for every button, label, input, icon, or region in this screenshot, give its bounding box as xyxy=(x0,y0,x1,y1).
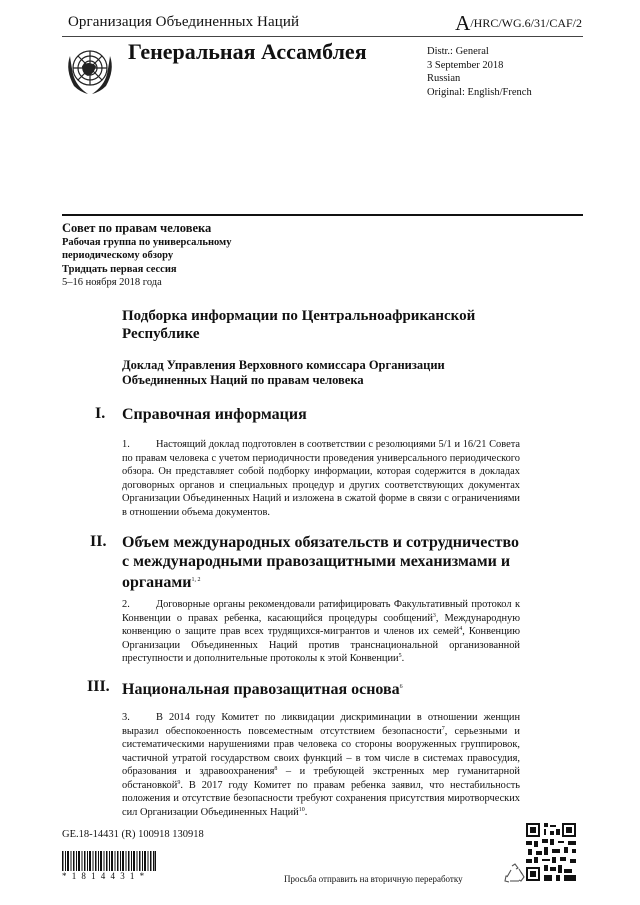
paragraph-text: Настоящий доклад подготовлен в соответствии с резолюциями 5/1 и 16/21 Совета по правам человека с учетом периодичности проведения универсального периодического обзора. Он представляет собой подборку информации, которая содержится в докладах договорных органов и специальных процедур и других соответствующих документах Организации Объединенных Наций и изложена в сжатой форме в связи с ограничениями в отношении объема документов. xyxy=(122,439,520,518)
header-rule xyxy=(62,36,583,37)
distribution-block xyxy=(427,45,532,99)
paragraph-text: . xyxy=(401,653,405,664)
session-dates: 5–16 ноября 2018 года xyxy=(62,277,162,288)
paragraph-text: . В 2017 году Комитет по правам ребенка заявил, что нестабильность положения и отсутствие безопасности требуют сохранения присутствия миротворческих сил Организации Объединенных Наций xyxy=(122,779,520,818)
section-number: III. xyxy=(87,678,110,695)
council-name: Совет по правам человека xyxy=(62,221,212,235)
section-title: Справочная информация xyxy=(122,406,307,423)
general-assembly-title: Генеральная Ассамблея xyxy=(128,39,367,64)
paragraph-text: , серьезными и систематическими нарушениями прав человека со стороны вооруженных группировок, частичной утратой государством своих функций – в том числе в системах правосудия, образования и здравоохранения xyxy=(122,725,520,777)
paragraph-text: , Конвенцию Организации Объединенных Наций против транснациональной организованной преступности и дополнительные протоколы к этой Конвенции xyxy=(122,626,520,664)
recycle-text: Просьба отправить на вторичную переработку xyxy=(284,874,463,884)
working-group-line1: Рабочая группа по универсальному xyxy=(62,236,232,248)
paragraph-number: 2. xyxy=(122,599,130,610)
section-number: I. xyxy=(95,405,106,422)
job-number: GE.18-14431 (R) 100918 130918 xyxy=(62,829,204,840)
paragraph-text: В 2014 году Комитет по ликвидации дискриминации в отношении женщин выразил обеспокоенность повсеместным отсутствием безопасности xyxy=(122,712,520,737)
un-emblem-icon xyxy=(62,42,118,98)
section-number: II. xyxy=(90,533,107,550)
footnote-ref: 5 xyxy=(398,653,402,659)
council-block xyxy=(62,222,231,290)
barcode-number: *1814431* xyxy=(62,871,150,881)
recycle-icon xyxy=(503,862,527,886)
symbol-suffix: /HRC/WG.6/31/CAF/2 xyxy=(470,16,582,30)
symbol-prefix: A xyxy=(455,11,471,35)
section-title xyxy=(122,533,522,592)
section-title xyxy=(122,678,522,699)
paragraph-text: . xyxy=(304,806,308,818)
footnote-ref: 9 xyxy=(177,779,181,786)
footnote-ref: 4 xyxy=(459,626,463,632)
paragraph-1 xyxy=(122,438,520,519)
paragraph-text: – и требующей экстренных мер гуманитарной обстановкой xyxy=(122,766,520,791)
document-title: Подборка информации по Центральноафриканской Республике xyxy=(122,308,476,342)
footnote-ref: 8 xyxy=(274,766,278,772)
organization-name: Организация Объединенных Наций xyxy=(68,14,300,30)
paragraph-text: , Международную конвенцию о защите прав всех трудящихся-мигрантов и членов их семей xyxy=(122,612,520,637)
barcode-icon xyxy=(62,851,156,871)
council-rule xyxy=(62,214,583,216)
language-line: Russian xyxy=(427,73,461,84)
paragraph-2 xyxy=(122,598,520,666)
footnote-ref: 6 xyxy=(399,684,403,690)
distribution-line: Distr.: General xyxy=(427,46,489,57)
section-title-text: Объем международных обязательств и сотрудничество с международными правозащитными механизмами и органами xyxy=(122,534,519,591)
footnote-ref: 7 xyxy=(441,725,445,732)
original-line: Original: English/French xyxy=(427,86,532,98)
date-line: 3 September 2018 xyxy=(427,59,504,71)
paragraph-number: 1. xyxy=(122,439,130,450)
paragraph-text: Договорные органы рекомендовали ратифицировать Факультативный протокол к Конвенции о правах ребенка, касающийся процедуры сообщений xyxy=(122,599,520,624)
session: Тридцать первая сессия xyxy=(62,263,177,275)
footnote-ref: 1, 2 xyxy=(191,577,201,583)
paragraph-number: 3. xyxy=(122,712,130,723)
document-subtitle: Доклад Управления Верховного комиссара Организации Объединенных Наций по правам человека xyxy=(122,358,445,387)
footnote-ref: 10 xyxy=(298,806,305,813)
section-title-text: Национальная правозащитная основа xyxy=(122,681,400,698)
document-symbol xyxy=(455,11,582,36)
qr-code-icon xyxy=(526,823,576,881)
footnote-ref: 3 xyxy=(432,612,436,619)
working-group-line2: периодическому обзору xyxy=(62,250,174,261)
paragraph-3 xyxy=(122,711,520,819)
